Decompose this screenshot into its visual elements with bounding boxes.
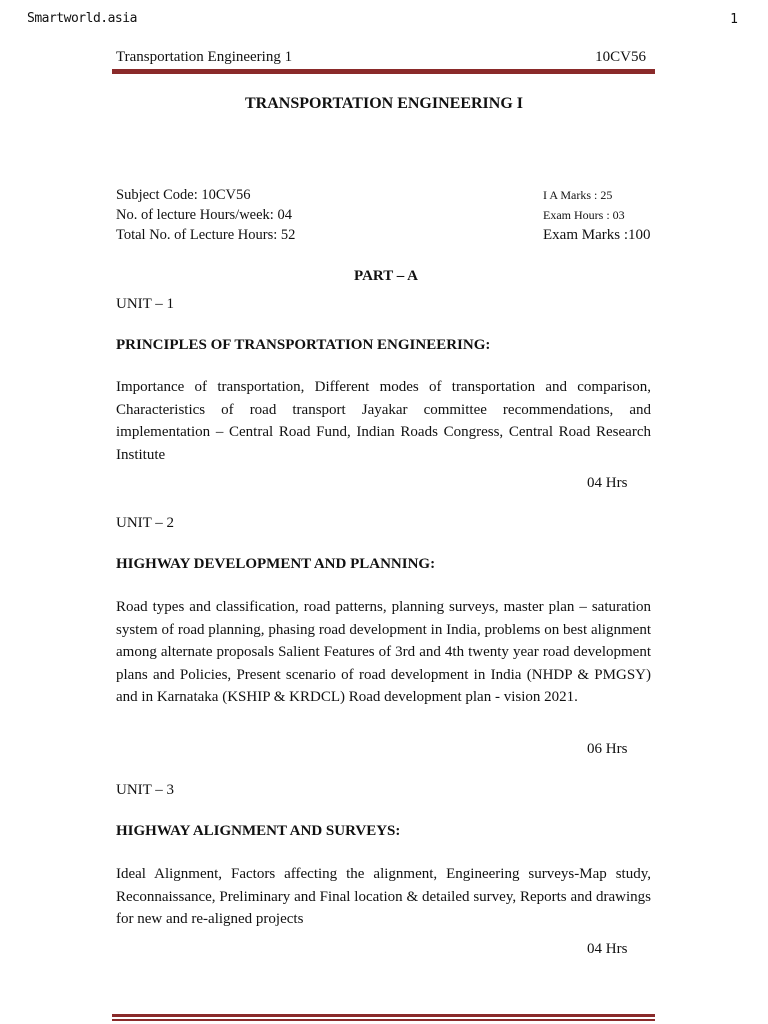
- total-lecture-hours: Total No. of Lecture Hours: 52: [116, 227, 296, 243]
- running-header-title: Transportation Engineering 1: [116, 49, 293, 65]
- unit-content: Ideal Alignment, Factors affecting the alignment, Engineering surveys-Map study, Reconnaissance, Preliminary and Final location & detailed survey, Reports and drawings for new and re-aligned projects: [116, 866, 651, 927]
- ia-marks: I A Marks : 25: [543, 188, 613, 202]
- course-info-left: [116, 185, 295, 245]
- document-title: TRANSPORTATION ENGINEERING I: [245, 95, 523, 112]
- unit-content: Importance of transportation, Different modes of transportation and comparison, Characteristics of road transport Jayakar committee recommendations, and implementation – Central Road Fund, Indian Roads Congress, Central Road Research Institute: [116, 379, 651, 463]
- unit-hours: 04 Hrs: [587, 941, 628, 957]
- unit-label: UNIT – 3: [116, 782, 175, 798]
- unit-heading: HIGHWAY ALIGNMENT AND SURVEYS:: [116, 823, 401, 839]
- exam-marks: Exam Marks :100: [543, 227, 651, 243]
- site-label: Smartworld.asia: [27, 11, 137, 26]
- course-info-right: [543, 185, 650, 245]
- unit-hours: 06 Hrs: [587, 741, 628, 757]
- unit-content: Road types and classification, road patterns, planning surveys, master plan – saturation system of road planning, phasing road development in India, problems on best alignment among alternate proposals Salient Features of 3rd and 4th twenty year road development plans and Policies, Present scenario of road development in India (NHDP & PMGSY) and in Karnataka (KSHIP & KRDCL) Road development plan - vision 2021.: [116, 599, 651, 705]
- header-rule: [112, 69, 655, 74]
- exam-hours: Exam Hours : 03: [543, 208, 625, 222]
- unit-label: UNIT – 2: [116, 515, 175, 531]
- subject-code: Subject Code: 10CV56: [116, 187, 251, 203]
- footer-rule: [112, 1019, 655, 1021]
- unit-heading: HIGHWAY DEVELOPMENT AND PLANNING:: [116, 556, 436, 572]
- unit-heading: PRINCIPLES OF TRANSPORTATION ENGINEERING:: [116, 337, 491, 353]
- page-number: 1: [730, 12, 738, 27]
- unit-hours: 04 Hrs: [587, 475, 628, 491]
- lecture-hours-week: No. of lecture Hours/week: 04: [116, 207, 292, 223]
- footer-rule: [112, 1014, 655, 1017]
- part-heading: PART – A: [354, 268, 418, 284]
- running-header-code: 10CV56: [595, 49, 646, 65]
- unit-label: UNIT – 1: [116, 296, 175, 312]
